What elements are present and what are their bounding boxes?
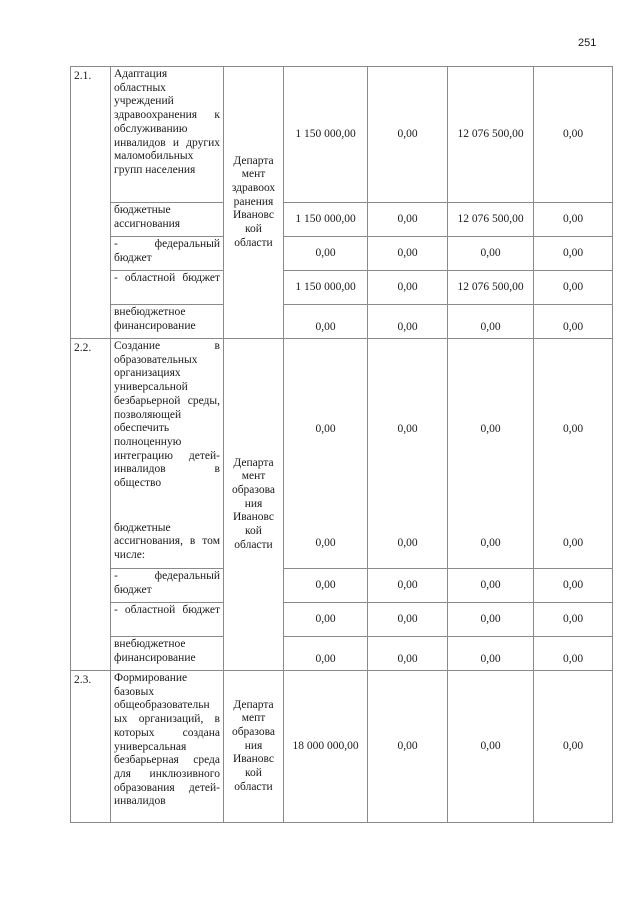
value-cell: 0,00 bbox=[448, 305, 534, 339]
value-cell: 0,00 bbox=[284, 603, 368, 637]
value-cell: 0,00 bbox=[368, 305, 448, 339]
table-row bbox=[71, 339, 613, 521]
value-cell: 0,00 bbox=[284, 521, 368, 569]
value-cell: 0,00 bbox=[368, 67, 448, 203]
value-cell: 0,00 bbox=[534, 671, 613, 823]
value-cell: 0,00 bbox=[368, 603, 448, 637]
table-row bbox=[71, 67, 613, 203]
value-cell: 0,00 bbox=[534, 521, 613, 569]
value-cell: 12 076 500,00 bbox=[448, 203, 534, 237]
value-cell: 0,00 bbox=[368, 271, 448, 305]
item-title: Создание в образовательных организациях универсальной безбарьерной среды, позволяющей обеспечить полноценную интеграцию детей-инвалидов в общество bbox=[111, 339, 224, 521]
value-cell: 0,00 bbox=[448, 339, 534, 521]
table-row bbox=[71, 305, 613, 339]
value-cell: 0,00 bbox=[534, 305, 613, 339]
value-cell: 0,00 bbox=[284, 569, 368, 603]
row-label: бюджетные ассигнования bbox=[111, 203, 224, 237]
value-cell: 0,00 bbox=[534, 237, 613, 271]
value-cell: 0,00 bbox=[534, 339, 613, 521]
table-row bbox=[71, 637, 613, 671]
value-cell: 0,00 bbox=[368, 203, 448, 237]
executor-cell: Департа мепт образова ния Ивановс кой области bbox=[224, 671, 284, 823]
value-cell: 0,00 bbox=[368, 637, 448, 671]
budget-table bbox=[70, 66, 613, 823]
item-title: Формирование базовых общеобразовательн ых организаций, в которых создана универсальная безбарьерная среда для инклюзивного образования детей-инвалидов bbox=[111, 671, 224, 823]
value-cell: 0,00 bbox=[448, 671, 534, 823]
page-number: 251 bbox=[578, 37, 597, 49]
table-row bbox=[71, 237, 613, 271]
row-label: - федеральный бюджет bbox=[111, 569, 224, 603]
table-row bbox=[71, 203, 613, 237]
value-cell: 0,00 bbox=[534, 67, 613, 203]
value-cell: 1 150 000,00 bbox=[284, 203, 368, 237]
item-number: 2.2. bbox=[71, 339, 111, 671]
row-label: бюджетные ассигнования, в том числе: bbox=[111, 521, 224, 569]
value-cell: 0,00 bbox=[368, 569, 448, 603]
item-title: Адаптация областных учреждений здравоохранения к обслуживанию инвалидов и других маломобильных групп населения bbox=[111, 67, 224, 203]
row-label: - областной бюджет bbox=[111, 603, 224, 637]
value-cell: 12 076 500,00 bbox=[448, 67, 534, 203]
value-cell: 0,00 bbox=[368, 339, 448, 521]
value-cell: 0,00 bbox=[284, 637, 368, 671]
item-number: 2.3. bbox=[71, 671, 111, 823]
value-cell: 0,00 bbox=[534, 271, 613, 305]
item-number: 2.1. bbox=[71, 67, 111, 339]
table-row bbox=[71, 521, 613, 569]
row-label: - областной бюджет bbox=[111, 271, 224, 305]
value-cell: 0,00 bbox=[534, 637, 613, 671]
value-cell: 0,00 bbox=[534, 569, 613, 603]
value-cell: 12 076 500,00 bbox=[448, 271, 534, 305]
value-cell: 0,00 bbox=[448, 569, 534, 603]
value-cell: 18 000 000,00 bbox=[284, 671, 368, 823]
table-row bbox=[71, 603, 613, 637]
row-label: внебюджетное финансирование bbox=[111, 637, 224, 671]
table-row bbox=[71, 671, 613, 823]
value-cell: 0,00 bbox=[368, 671, 448, 823]
value-cell: 0,00 bbox=[284, 237, 368, 271]
value-cell: 0,00 bbox=[448, 637, 534, 671]
value-cell: 0,00 bbox=[284, 339, 368, 521]
table-row bbox=[71, 271, 613, 305]
value-cell: 1 150 000,00 bbox=[284, 67, 368, 203]
row-label: внебюджетное финансирование bbox=[111, 305, 224, 339]
value-cell: 0,00 bbox=[368, 237, 448, 271]
value-cell: 0,00 bbox=[448, 603, 534, 637]
row-label: - федеральный бюджет bbox=[111, 237, 224, 271]
value-cell: 0,00 bbox=[448, 521, 534, 569]
executor-cell: Департа мент образова ния Ивановс кой области bbox=[224, 339, 284, 671]
value-cell: 0,00 bbox=[534, 603, 613, 637]
value-cell: 0,00 bbox=[368, 521, 448, 569]
executor-cell: Департа мент здравоох ранения Ивановс кой области bbox=[224, 67, 284, 339]
table-row bbox=[71, 569, 613, 603]
value-cell: 0,00 bbox=[534, 203, 613, 237]
value-cell: 0,00 bbox=[448, 237, 534, 271]
value-cell: 0,00 bbox=[284, 305, 368, 339]
value-cell: 1 150 000,00 bbox=[284, 271, 368, 305]
